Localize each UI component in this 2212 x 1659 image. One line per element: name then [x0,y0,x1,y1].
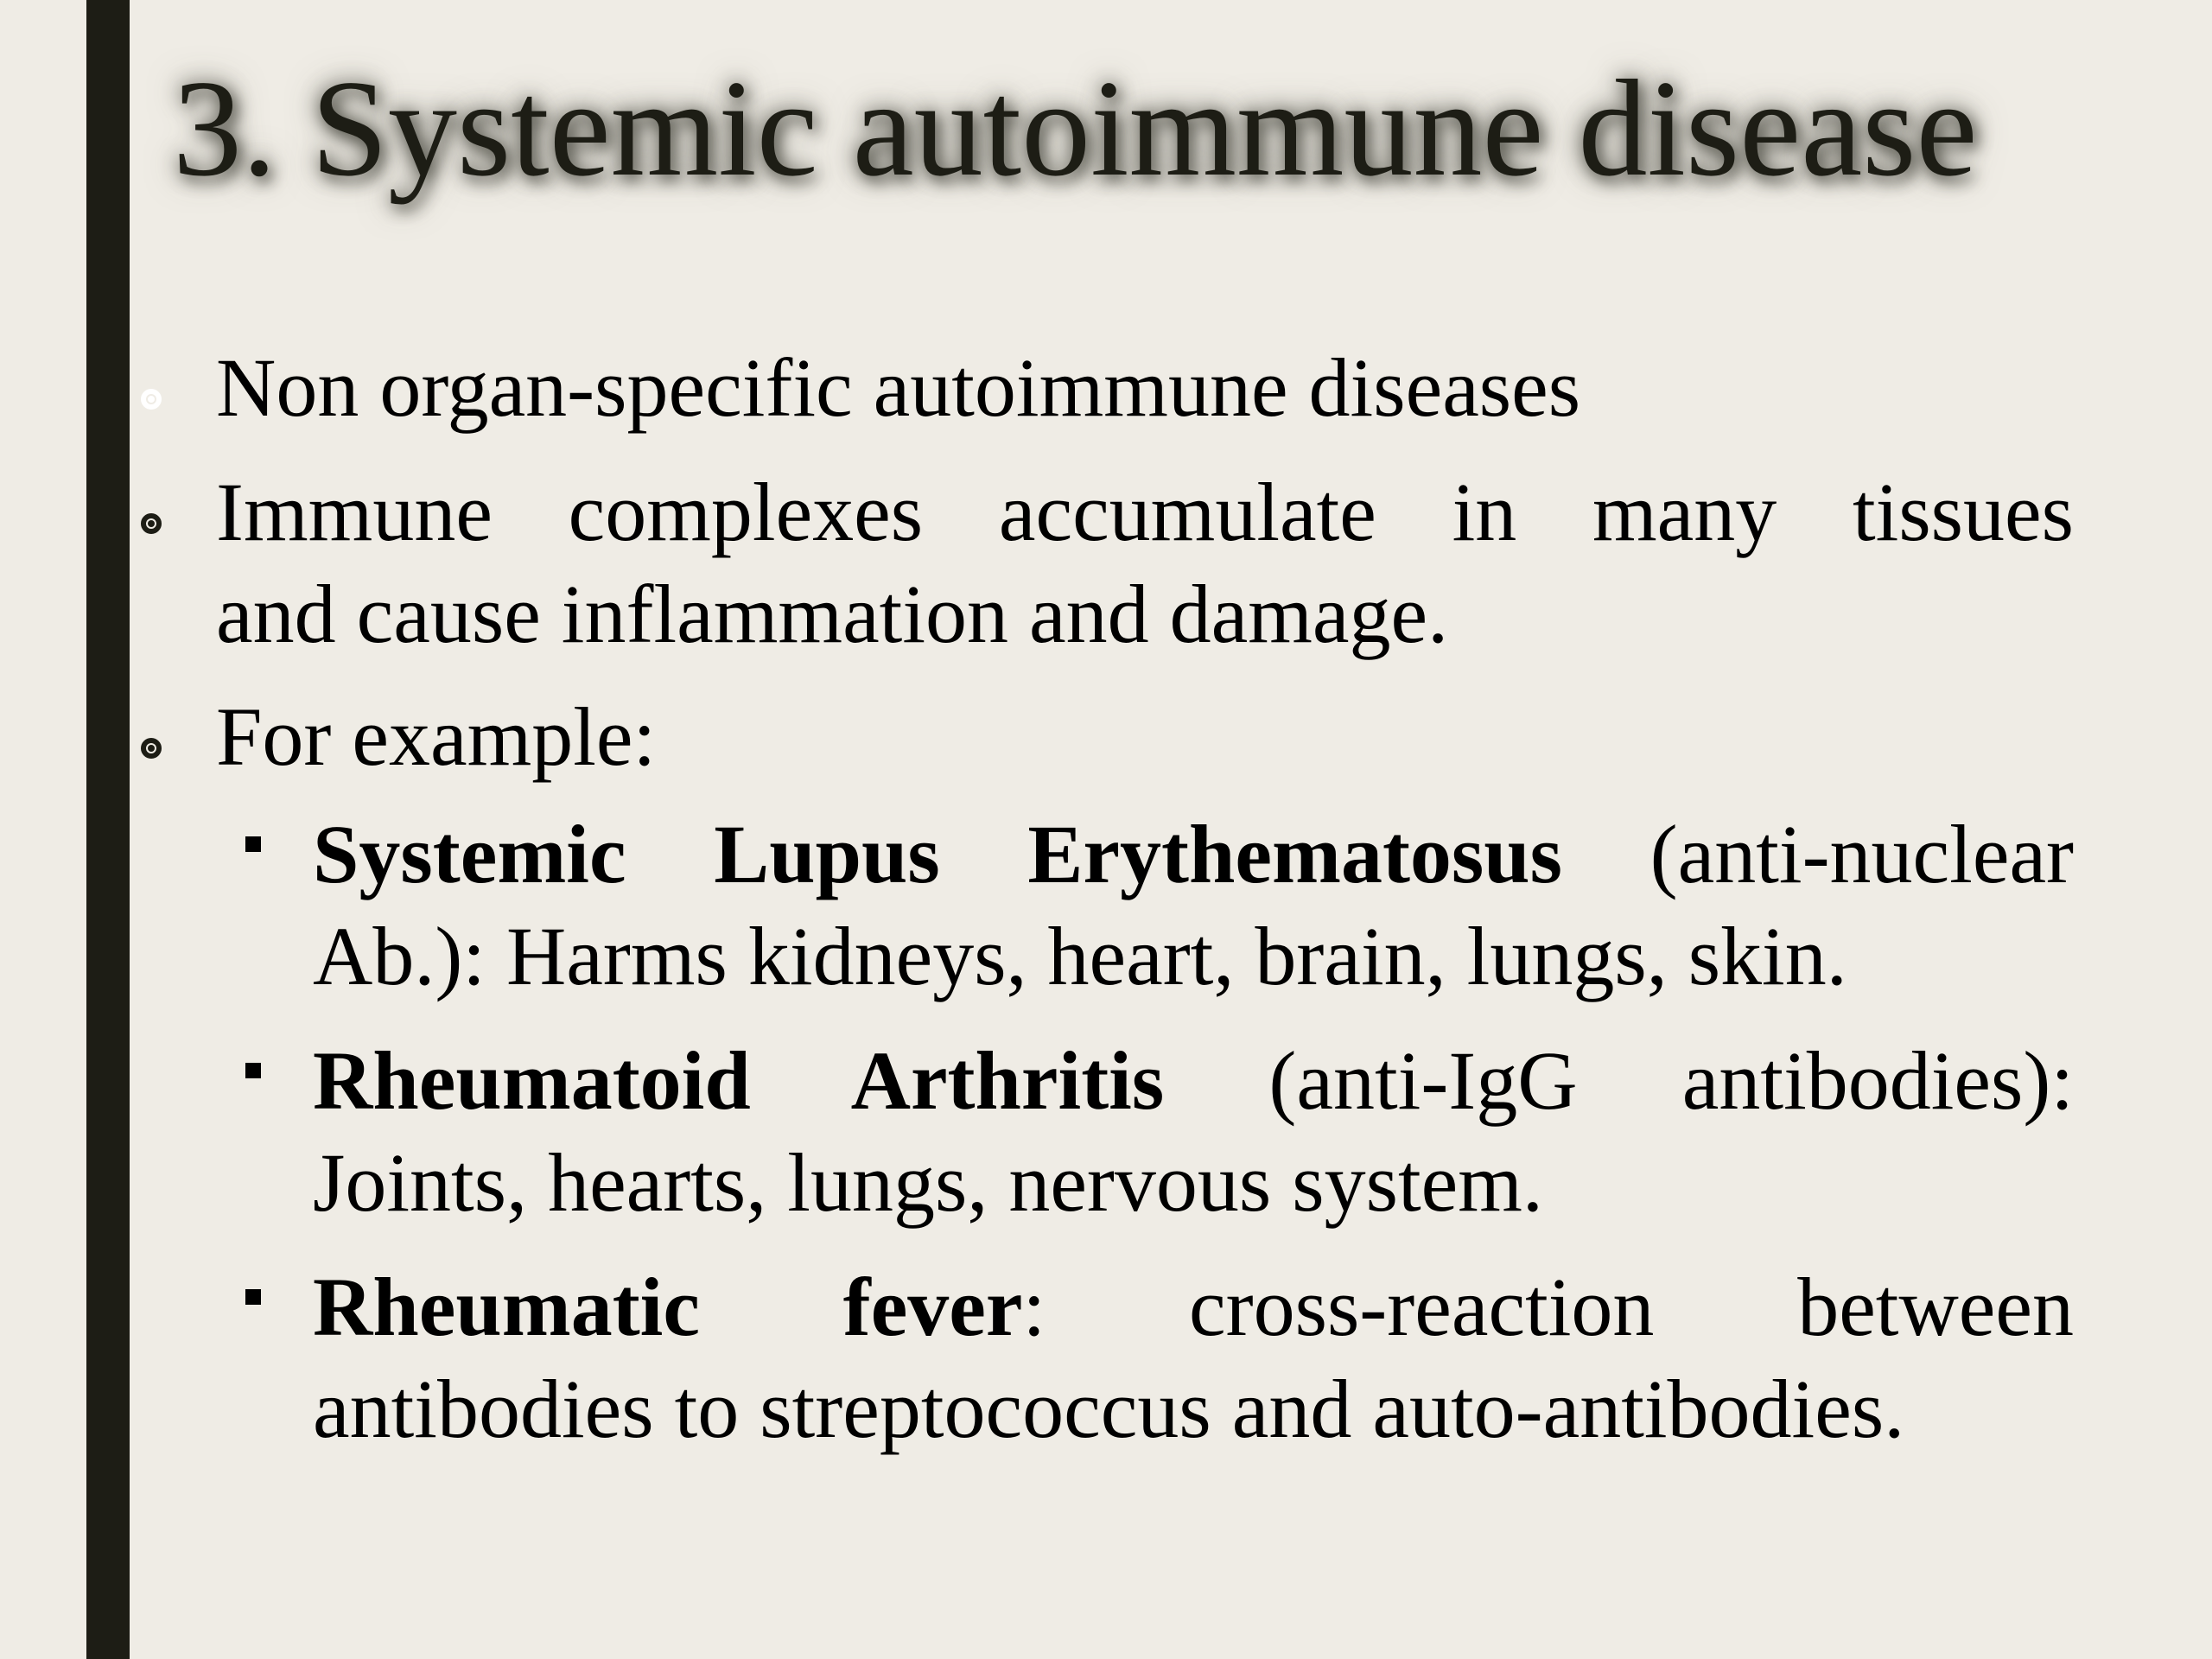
example-text-line: Ab.): Harms kidneys, heart, brain, lungs, skin. [313,910,1847,1002]
square-bullet-icon [245,1063,261,1078]
slide-title: 3. Systemic autoimmune disease [173,51,1978,205]
bullet-text: Non organ-specific autoimmune diseases [216,341,1581,434]
ring-bullet-icon [130,719,173,767]
disease-detail: (anti-nuclear [1649,808,2075,900]
ring-bullet-icon [130,494,173,543]
bullet-text: For example: [216,690,657,783]
disease-name: Rheumatic fever [313,1261,1023,1353]
disease-detail: (anti-IgG antibodies): [1268,1034,2075,1127]
bullet-text-line: Immune complexes accumulate in many tissues [216,466,2074,558]
ring-bullet-icon [130,370,173,418]
example-text-line [313,1030,2074,1132]
square-bullet-icon [245,836,261,852]
bullet-text-line: and cause inflammation and damage. [216,568,1449,660]
disease-detail: cross-reaction between [1189,1261,2075,1353]
example-text-line [313,804,2074,906]
example-text-line: Joints, hearts, lungs, nervous system. [313,1136,1543,1229]
bullet-text [216,461,2074,665]
example-text [313,1256,2074,1460]
disease-name: Systemic Lupus Erythematosus [313,808,1563,900]
example-text [313,804,2074,1007]
disease-colon: : [1022,1261,1046,1353]
square-bullet-icon [245,1289,261,1305]
disease-name: Rheumatoid Arthritis [313,1034,1165,1127]
example-text-line [313,1256,2074,1358]
example-text-line: antibodies to streptococcus and auto-antibodies. [313,1363,1905,1455]
example-text [313,1030,2074,1234]
